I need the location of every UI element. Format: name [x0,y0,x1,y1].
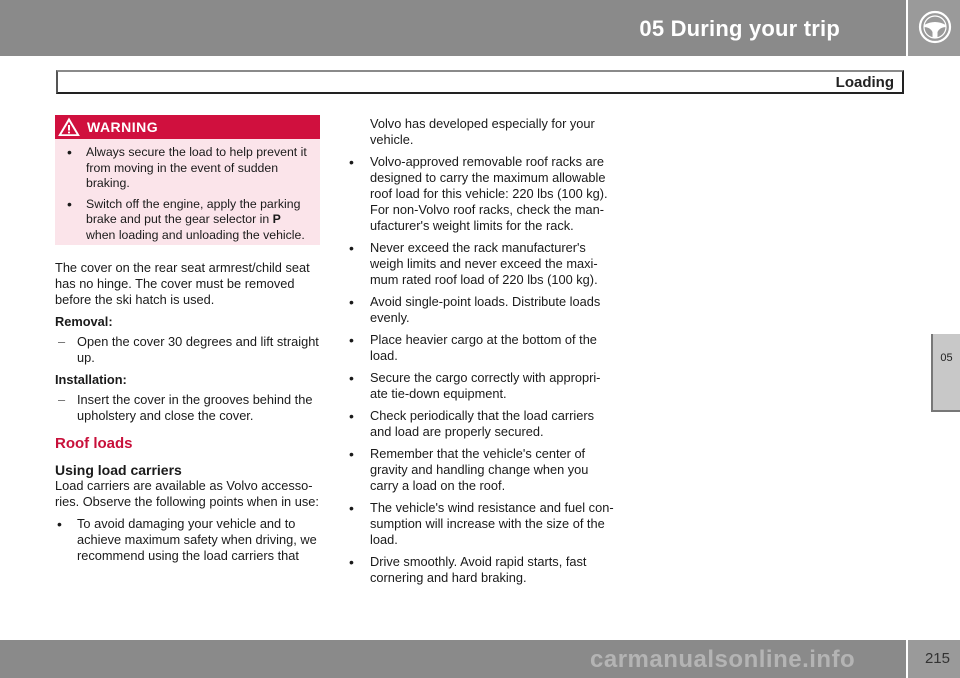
removal-label: Removal: [55,314,113,329]
steering-wheel-icon [918,10,952,44]
gear-letter: P [272,212,281,226]
list-item: • To avoid damaging your vehicle and to achieve maximum safety when driving, we recommend using the load carriers that [55,516,323,564]
roof-load-guidelines [338,154,618,586]
header-bar [0,0,906,56]
roof-loads-heading: Roof loads [55,435,133,452]
list-item: • Check periodically that the load carriers and load are properly secured. [338,408,618,440]
warning-item-text-end: when loading and unloading the vehicle. [86,227,305,242]
warning-title: WARNING [87,119,159,135]
chapter-side-tab [931,334,960,412]
installation-label: Installation: [55,372,127,387]
load-carrier-points [55,516,323,564]
warning-triangle-icon [58,117,80,137]
warning-list [55,139,320,243]
installation-step: – Insert the cover in the grooves behind the upholstery and close the cover. [55,392,323,424]
removal-steps [55,334,323,366]
page-number: 215 [924,650,950,667]
warning-item-text: Switch off the engine, apply the parking brake and put the gear selector in [86,196,301,226]
warning-header [55,115,320,139]
left-column [55,260,323,570]
removal-step: – Open the cover 30 degrees and lift straight up. [55,334,323,366]
list-item: • Place heavier cargo at the bottom of the load. [338,332,618,364]
chapter-side-tab-label: 05 [940,352,953,364]
list-item: • Volvo-approved removable roof racks are designed to carry the maximum allowable roof load for this vehicle: 220 lbs (100 kg). For non-Volvo roof racks, check the man-ufacturer's weight limits for the rack. [338,154,618,234]
installation-steps [55,392,323,424]
continued-text: Volvo has developed especially for your vehicle. [370,116,595,147]
list-item: • Remember that the vehicle's center of gravity and handling change when you carry a load on the roof. [338,446,618,494]
chapter-icon-box [906,0,960,56]
list-item: • The vehicle's wind resistance and fuel con-sumption will increase with the size of the load. [338,500,618,548]
right-column [338,116,618,592]
chapter-title: 05 During your trip [639,16,840,41]
load-carriers-subheading: Using load carriers [55,462,182,478]
section-bar [56,70,904,94]
list-item: • Drive smoothly. Avoid rapid starts, fast cornering and hard braking. [338,554,618,586]
warning-box [55,115,320,245]
load-carriers-intro: Load carriers are available as Volvo accesso-ries. Observe the following points when in use: [55,478,319,509]
section-title: Loading [835,74,894,91]
list-item: • Never exceed the rack manufacturer's weigh limits and never exceed the maxi-mum rated roof load of 220 lbs (100 kg). [338,240,618,288]
page-number-box [906,640,960,678]
watermark: carmanualsonline.info [590,646,856,673]
list-item: • Avoid single-point loads. Distribute loads evenly. [338,294,618,326]
list-item: • Secure the cargo correctly with appropri-ate tie-down equipment. [338,370,618,402]
warning-item [65,197,310,244]
warning-item: • Always secure the load to help prevent it from moving in the event of sudden braking. [65,145,310,192]
intro-paragraph: The cover on the rear seat armrest/child seat has no hinge. The cover must be removed before the ski hatch is used. [55,260,310,307]
